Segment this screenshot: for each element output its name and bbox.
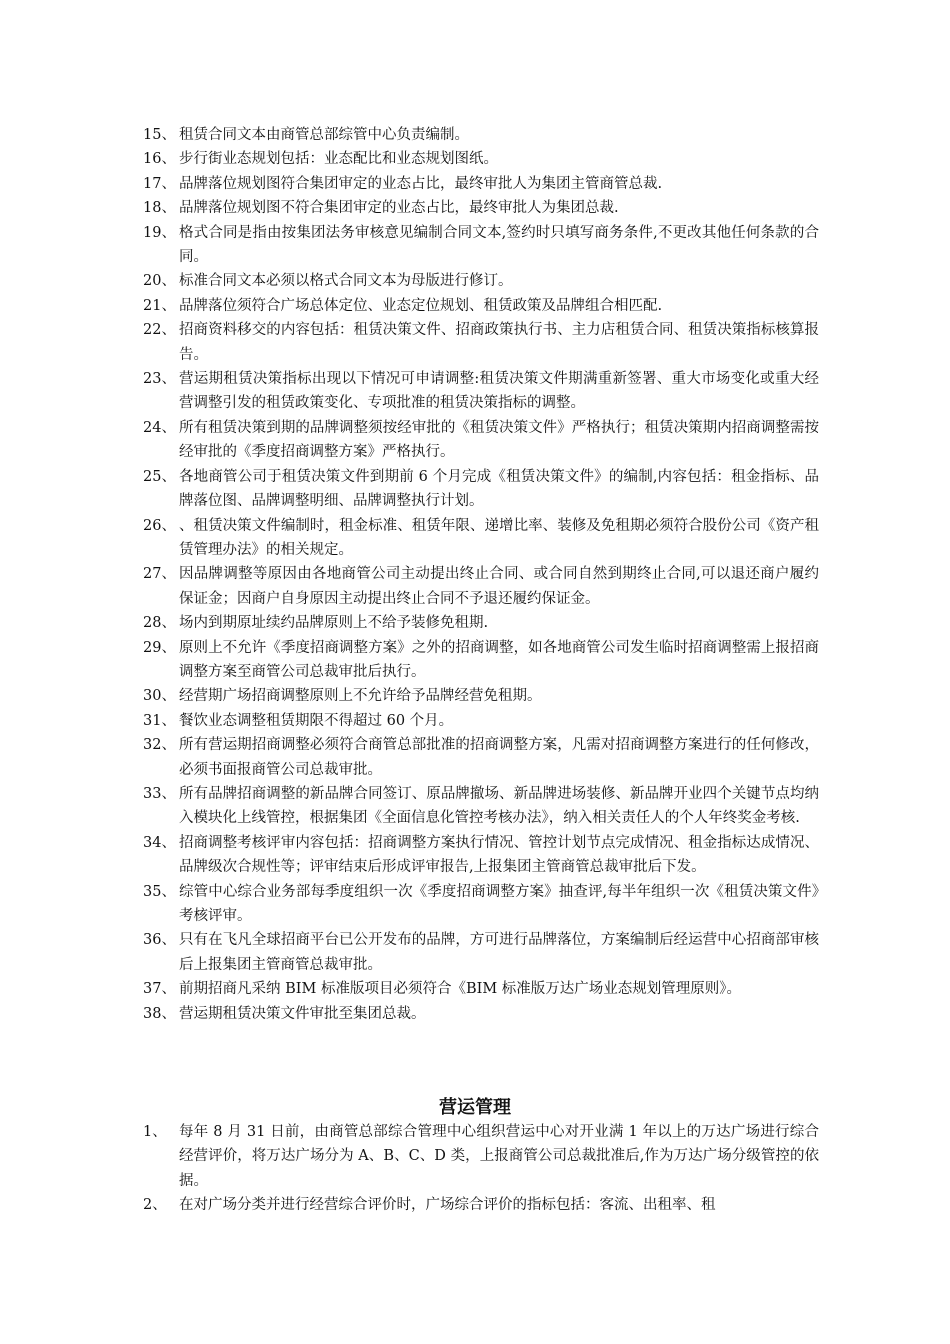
- item-text: 步行街业态规划包括：业态配比和业态规划图纸。: [179, 151, 498, 168]
- list-item: [143, 1002, 819, 1026]
- item-text: 招商资料移交的内容包括：租赁决策文件、招商政策执行书、主力店租赁合同、租赁决策指标核算报告。: [179, 322, 819, 363]
- item-number: 38、: [143, 1005, 176, 1022]
- list-item: [143, 709, 819, 733]
- list-item: [143, 172, 819, 196]
- item-number: 20、: [143, 273, 176, 290]
- item-number: 16、: [143, 151, 176, 168]
- item-text: 营运期租赁决策文件审批至集团总裁。: [179, 1005, 426, 1022]
- list-item: [143, 269, 819, 293]
- item-text: 各地商管公司于租赁决策文件到期前 6 个月完成《租赁决策文件》的编制,内容包括：租金指标、品牌落位图、品牌调整明细、品牌调整执行计划。: [179, 468, 819, 510]
- item-number: 27、: [143, 566, 176, 583]
- list-item: [143, 367, 819, 416]
- item-number: 15、: [143, 127, 176, 143]
- list-item: [143, 196, 819, 220]
- item-text: 所有租赁决策到期的品牌调整须按经审批的《租赁决策文件》严格执行；租赁决策期内招商调整需按经审批的《季度招商调整方案》严格执行。: [179, 419, 819, 461]
- list-item: [143, 416, 819, 465]
- item-number: 22、: [143, 322, 176, 339]
- list-item: [143, 977, 819, 1001]
- item-number: 31、: [143, 712, 176, 729]
- list-item: [143, 636, 819, 685]
- item-text: 场内到期原址续约品牌原则上不给予装修免租期.: [179, 615, 489, 632]
- item-text: 租赁合同文本由商管总部综管中心负责编制。: [179, 127, 469, 143]
- list-item: [143, 1120, 819, 1193]
- list-item: [143, 684, 819, 708]
- item-number: 26、: [143, 517, 176, 534]
- section-title: 营运管理: [439, 1097, 511, 1118]
- item-number: 34、: [143, 834, 176, 851]
- item-number: 19、: [143, 224, 176, 241]
- item-text: 所有营运期招商调整必须符合商管总部批准的招商调整方案，凡需对招商调整方案进行的任何修改，必须书面报商管公司总裁审批。: [179, 737, 819, 778]
- item-number: 2、: [143, 1197, 167, 1214]
- list-item: [143, 294, 819, 318]
- item-number: 36、: [143, 932, 176, 949]
- rules-list: [143, 123, 819, 1026]
- list-item: [143, 562, 819, 611]
- item-text: 每年 8 月 31 日前，由商管总部综合管理中心组织营运中心对开业满 1 年以上的万达广场进行综合经营评价，将万达广场分为 A、B、C、D 类，上报商管公司总裁批准后,作为万达广场分级管控的依据。: [179, 1124, 819, 1189]
- item-text: 原则上不允许《季度招商调整方案》之外的招商调整，如各地商管公司发生临时招商调整需上报招商调整方案至商管公司总裁审批后执行。: [179, 639, 819, 680]
- item-text: 招商调整考核评审内容包括：招商调整方案执行情况、管控计划节点完成情况、租金指标达成情况、品牌级次合规性等；评审结束后形成评审报告,上报集团主管商管总裁审批后下发。: [179, 834, 819, 876]
- item-number: 23、: [143, 371, 176, 388]
- item-number: 24、: [143, 419, 176, 436]
- item-number: 37、: [143, 981, 176, 998]
- list-item: [143, 928, 819, 977]
- item-text: 因品牌调整等原因由各地商管公司主动提出终止合同、或合同自然到期终止合同,可以退还商户履约保证金；因商户自身原因主动提出终止合同不予退还履约保证金。: [179, 566, 819, 607]
- item-number: 17、: [143, 175, 176, 192]
- item-text: 只有在飞凡全球招商平台已公开发布的品牌，方可进行品牌落位，方案编制后经运营中心招商部审核后上报集团主管商管总裁审批。: [179, 932, 819, 973]
- item-number: 25、: [143, 468, 176, 485]
- item-number: 21、: [143, 297, 176, 314]
- item-text: 品牌落位须符合广场总体定位、业态定位规划、租赁政策及品牌组合相匹配.: [179, 297, 663, 314]
- item-text: 所有品牌招商调整的新品牌合同签订、原品牌撤场、新品牌进场装修、新品牌开业四个关键节点均纳入模块化上线管控，根据集团《全面信息化管控考核办法》，纳入相关责任人的个人年终奖金考核.: [179, 785, 819, 827]
- list-item: [143, 147, 819, 171]
- list-item: [143, 1193, 819, 1217]
- item-text: 前期招商凡采纳 BIM 标准版项目必须符合《BIM 标准版万达广场业态规划管理原则》。: [179, 981, 742, 998]
- list-item: [143, 611, 819, 635]
- item-number: 28、: [143, 615, 176, 632]
- list-item: [143, 782, 819, 831]
- item-number: 35、: [143, 883, 176, 900]
- item-text: 标准合同文本必须以格式合同文本为母版进行修订。: [179, 273, 513, 290]
- item-number: 18、: [143, 200, 176, 217]
- list-item: [143, 465, 819, 514]
- item-text: 营运期租赁决策指标出现以下情况可申请调整:租赁决策文件期满重新签署、重大市场变化或重大经营调整引发的租赁政策变化、专项批准的租赁决策指标的调整。: [179, 371, 819, 412]
- list-item: [143, 831, 819, 880]
- item-text: 经营期广场招商调整原则上不允许给予品牌经营免租期。: [179, 688, 542, 705]
- list-item: [143, 221, 819, 270]
- item-number: 33、: [143, 785, 176, 802]
- item-number: 1、: [143, 1124, 167, 1140]
- list-item: [143, 123, 819, 147]
- item-text: 、租赁决策文件编制时，租金标准、租赁年限、递增比率、装修及免租期必须符合股份公司《资产租赁管理办法》的相关规定。: [179, 517, 819, 558]
- item-number: 29、: [143, 639, 176, 656]
- item-text: 品牌落位规划图符合集团审定的业态占比，最终审批人为集团主管商管总裁.: [179, 175, 663, 192]
- list-item: [143, 733, 819, 782]
- item-number: 30、: [143, 688, 176, 705]
- list-item: [143, 318, 819, 367]
- item-text: 综管中心综合业务部每季度组织一次《季度招商调整方案》抽查评,每半年组织一次《租赁决策文件》考核评审。: [179, 883, 819, 924]
- operations-rules-list: [143, 1120, 819, 1218]
- list-item: [143, 514, 819, 563]
- item-text: 格式合同是指由按集团法务审核意见编制合同文本,签约时只填写商务条件,不更改其他任何条款的合同。: [179, 224, 819, 266]
- list-item: [143, 880, 819, 929]
- item-number: 32、: [143, 737, 176, 754]
- item-text: 品牌落位规划图不符合集团审定的业态占比，最终审批人为集团总裁.: [179, 200, 619, 217]
- item-text: 在对广场分类并进行经营综合评价时，广场综合评价的指标包括：客流、出租率、租: [179, 1197, 716, 1214]
- item-text: 餐饮业态调整租赁期限不得超过 60 个月。: [179, 712, 454, 729]
